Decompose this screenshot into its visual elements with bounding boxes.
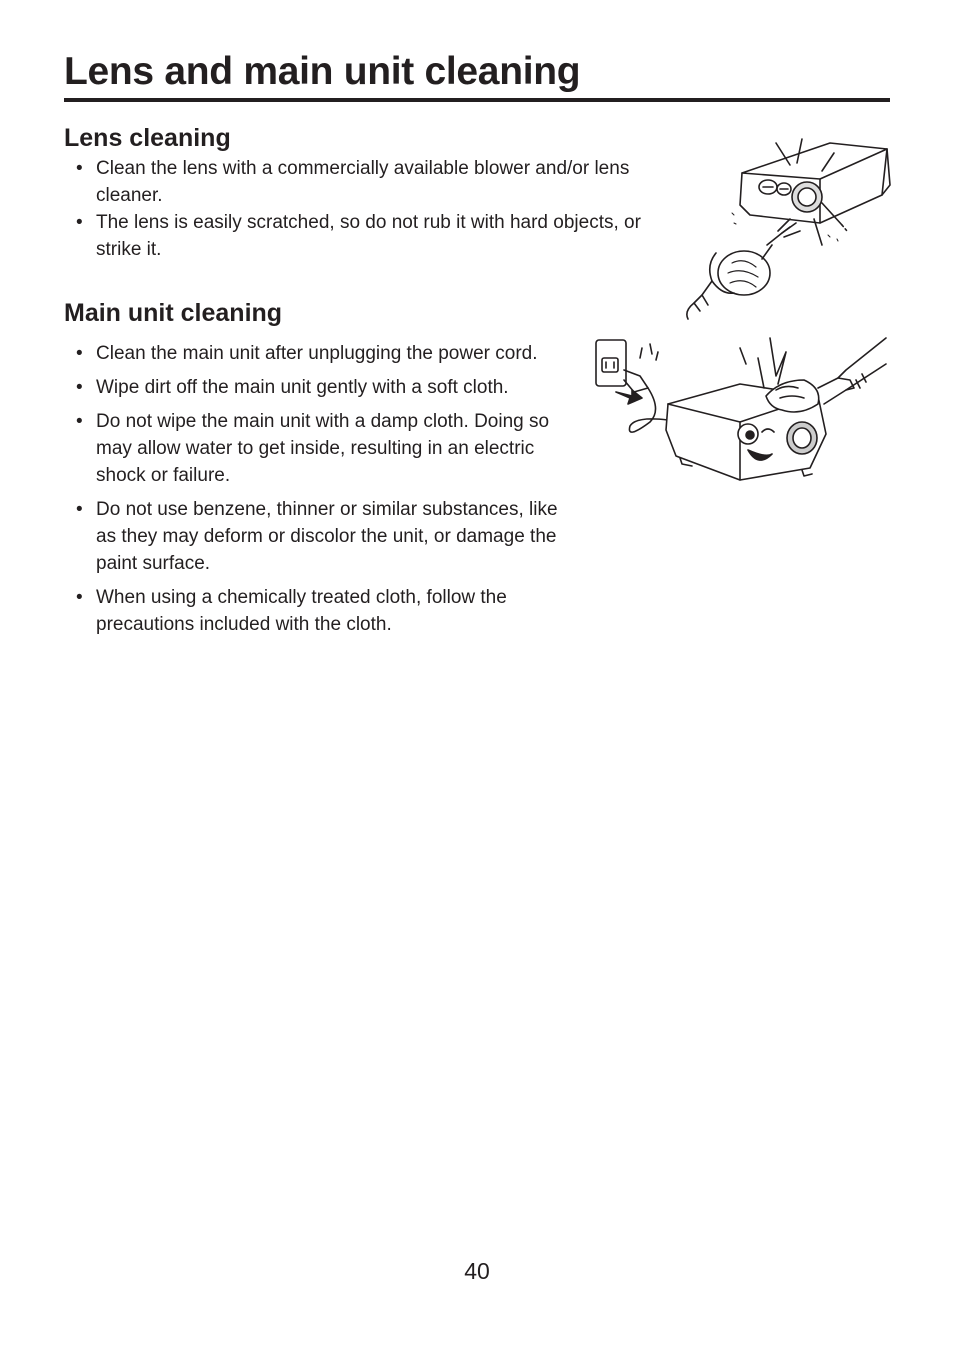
lens-cleaning-illustration (672, 135, 902, 325)
page-number: 40 (464, 1258, 490, 1284)
list-item: • Wipe dirt off the main unit gently with a soft cloth. (76, 374, 576, 401)
list-item: • The lens is easily scratched, so do not rub it with hard objects, or strike it. (76, 209, 676, 263)
lens-cleaning-heading: Lens cleaning (64, 124, 231, 152)
lens-cleaning-list (76, 155, 676, 263)
main-unit-cleaning-list (76, 340, 576, 645)
list-item: • When using a chemically treated cloth, follow the precautions included with the cloth. (76, 584, 576, 638)
main-unit-cleaning-heading: Main unit cleaning (64, 299, 283, 327)
list-item: • Do not use benzene, thinner or similar substances, like as they may deform or discolor the unit, or damage the paint surface. (76, 496, 576, 577)
title-rule (64, 98, 890, 102)
list-item: • Clean the main unit after unplugging the power cord. (76, 340, 576, 367)
list-item: • Do not wipe the main unit with a damp cloth. Doing so may allow water to get inside, resulting in an electric shock or failure. (76, 408, 576, 489)
main-unit-cleaning-illustration (590, 318, 890, 493)
list-item: • Clean the lens with a commercially available blower and/or lens cleaner. (76, 155, 676, 209)
page-title: Lens and main unit cleaning (64, 50, 581, 93)
